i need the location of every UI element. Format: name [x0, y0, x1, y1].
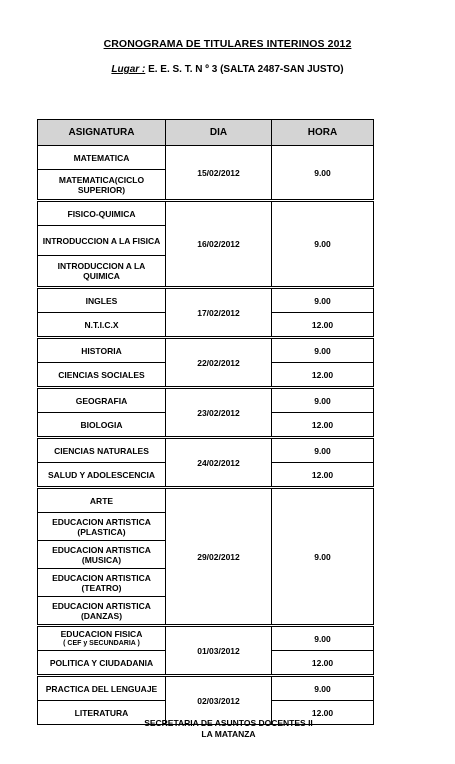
time-cell: 9.00	[272, 627, 374, 651]
time-cell: 9.00	[272, 489, 374, 625]
time-cell: 12.00	[272, 313, 374, 337]
subject-cell	[38, 651, 166, 675]
subject-cell	[38, 413, 166, 437]
subject-name: CIENCIAS NATURALES	[54, 445, 149, 456]
subject-name: EDUCACION ARTISTICA (PLASTICA)	[52, 516, 151, 537]
subject-cell	[38, 256, 166, 287]
subject-name: POLITICA Y CIUDADANIA	[49, 657, 154, 668]
subject-name: CIENCIAS SOCIALES	[58, 369, 145, 380]
subject-cell	[38, 202, 166, 226]
subject-name: INTRODUCCION A LA QUIMICA	[57, 261, 146, 281]
subject-name: MATEMATICA(CICLO SUPERIOR)	[58, 174, 145, 195]
subject-cell	[38, 170, 166, 200]
subject-cell	[38, 597, 166, 625]
column-header-asignatura: ASIGNATURA	[38, 120, 166, 146]
table-row	[38, 389, 374, 413]
subject-name: HISTORIA	[81, 345, 122, 356]
date-cell: 15/02/2012	[166, 146, 272, 200]
date-cell: 02/03/2012	[166, 677, 272, 725]
schedule-body	[38, 146, 374, 725]
table-row	[38, 489, 374, 513]
column-header-dia: DIA	[166, 120, 272, 146]
footer-line-2: LA MATANZA	[201, 729, 256, 739]
subject-name: EDUCACION FISICA	[60, 628, 143, 639]
schedule-table	[37, 119, 374, 725]
time-cell: 12.00	[272, 701, 374, 725]
table-row	[38, 627, 374, 651]
subject-name: INGLES	[85, 295, 118, 306]
footer	[37, 718, 420, 740]
subject-cell	[38, 339, 166, 363]
subject-name: INTRODUCCION A LA FISICA	[42, 235, 161, 246]
location-value: E. E. S. T. N º 3 (SALTA 2487-SAN JUSTO)	[148, 64, 344, 75]
document-title: CRONOGRAMA DE TITULARES INTERINOS 2012	[103, 38, 352, 50]
subject-name: PRACTICA DEL LENGUAJE	[45, 683, 158, 694]
subject-cell	[38, 146, 166, 170]
subject-name: EDUCACION ARTISTICA (DANZAS)	[52, 600, 151, 621]
location-line	[0, 64, 455, 75]
date-cell: 29/02/2012	[166, 489, 272, 625]
subject-cell	[38, 513, 166, 541]
table-header-row	[38, 120, 374, 146]
date-cell: 01/03/2012	[166, 627, 272, 675]
subject-cell	[38, 363, 166, 387]
time-cell: 9.00	[272, 339, 374, 363]
subject-note: ( CEF y SECUNDARIA )	[63, 639, 140, 647]
subject-cell	[38, 313, 166, 337]
footer-line-1: SECRETARIA DE ASUNTOS DOCENTES II	[144, 718, 313, 728]
date-cell: 16/02/2012	[166, 202, 272, 287]
subject-name: BIOLOGIA	[80, 419, 123, 430]
time-cell: 12.00	[272, 463, 374, 487]
time-cell: 12.00	[272, 363, 374, 387]
time-cell: 12.00	[272, 651, 374, 675]
table-row	[38, 439, 374, 463]
subject-name: GEOGRAFIA	[75, 395, 128, 406]
subject-cell	[38, 627, 166, 651]
subject-cell	[38, 677, 166, 701]
table-row	[38, 289, 374, 313]
table-row	[38, 146, 374, 170]
subject-name: EDUCACION ARTISTICA (MUSICA)	[52, 544, 151, 565]
subject-cell	[38, 463, 166, 487]
time-cell: 9.00	[272, 439, 374, 463]
subject-name: ARTE	[89, 495, 114, 506]
time-cell: 9.00	[272, 202, 374, 287]
column-header-hora: HORA	[272, 120, 374, 146]
subject-name: FISICO-QUIMICA	[67, 208, 136, 219]
time-cell: 12.00	[272, 413, 374, 437]
subject-name: N.T.I.C.X	[84, 319, 119, 330]
date-cell: 17/02/2012	[166, 289, 272, 337]
location-label: Lugar :	[111, 64, 146, 75]
subject-name: EDUCACION ARTISTICA (TEATRO)	[52, 572, 151, 593]
date-cell: 22/02/2012	[166, 339, 272, 387]
table-row	[38, 677, 374, 701]
subject-cell	[38, 541, 166, 569]
date-cell: 24/02/2012	[166, 439, 272, 487]
subject-cell	[38, 489, 166, 513]
subject-name: LITERATURA	[74, 707, 129, 718]
time-cell: 9.00	[272, 677, 374, 701]
time-cell: 9.00	[272, 146, 374, 200]
table-row	[38, 339, 374, 363]
subject-cell	[38, 569, 166, 597]
date-cell: 23/02/2012	[166, 389, 272, 437]
subject-cell	[38, 226, 166, 256]
table-row	[38, 202, 374, 226]
subject-cell	[38, 389, 166, 413]
subject-name: SALUD Y ADOLESCENCIA	[47, 469, 156, 480]
time-cell: 9.00	[272, 389, 374, 413]
subject-name: MATEMATICA	[73, 152, 130, 163]
time-cell: 9.00	[272, 289, 374, 313]
subject-cell	[38, 289, 166, 313]
subject-cell	[38, 439, 166, 463]
